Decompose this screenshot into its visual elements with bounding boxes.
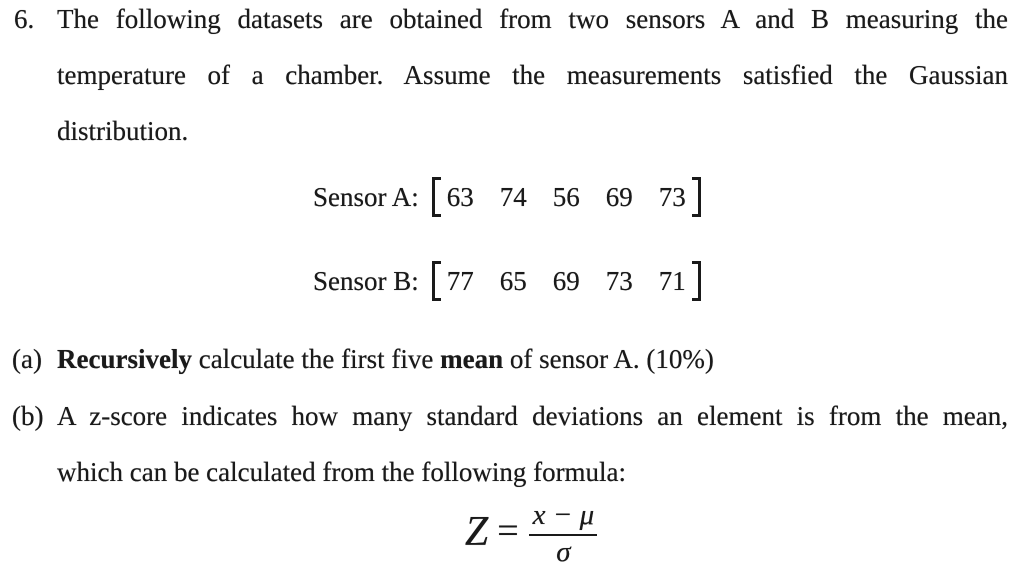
sensor-b-values	[441, 266, 692, 297]
sensor-a-value: 56	[552, 181, 580, 212]
part-a-bold-recursively: Recursively	[57, 344, 192, 374]
part-a-text	[57, 343, 1008, 375]
left-bracket-icon	[432, 261, 441, 301]
fraction-numerator: x − μ	[532, 499, 595, 531]
sensor-b-value: 69	[552, 265, 580, 296]
formula-row	[0, 500, 1024, 569]
z-score-formula	[465, 500, 599, 569]
sensor-a-value: 74	[499, 181, 527, 212]
question-line-3: distribution.	[57, 116, 189, 146]
part-b	[12, 400, 1008, 432]
sensor-b-row	[313, 259, 701, 303]
question-line-1: The following datasets are obtained from two sensors A and B measuring the	[57, 4, 1008, 34]
question-block	[14, 0, 1008, 159]
part-a-segment: calculate the first five	[191, 344, 441, 374]
question-number: 6.	[14, 4, 35, 34]
formula-equals: =	[497, 510, 519, 553]
question-line-2: temperature of a chamber. Assume the measurements satisfied the Gaussian	[57, 60, 1008, 90]
sensor-b-value: 71	[658, 265, 686, 296]
right-bracket-icon	[692, 261, 701, 301]
formula-fraction	[528, 500, 600, 569]
sensor-b-value: 65	[499, 265, 527, 296]
sensor-a-label: Sensor A:	[313, 181, 419, 212]
part-a	[12, 343, 1008, 375]
question-text	[57, 0, 1008, 159]
sensor-b-value: 77	[446, 265, 474, 296]
sensor-a-value: 73	[658, 181, 686, 212]
left-bracket-icon	[432, 177, 441, 217]
part-a-label: (a)	[12, 344, 42, 374]
part-a-segment: of sensor A. (10%)	[503, 344, 714, 374]
part-b-line-2: which can be calculated from the following formula:	[57, 457, 627, 487]
sensor-a-value: 69	[605, 181, 633, 212]
sensor-a-value: 63	[446, 181, 474, 212]
part-b-line-1: A z-score indicates how many standard deviations an element is from the mean,	[57, 401, 1008, 431]
part-b-label: (b)	[12, 401, 44, 431]
sensor-a-values	[441, 182, 692, 213]
sensor-b-value: 73	[605, 265, 633, 296]
part-a-bold-mean: mean	[440, 344, 504, 374]
sensor-a-row	[313, 175, 701, 219]
formula-lhs: Z	[464, 509, 489, 556]
fraction-denominator: σ	[556, 535, 571, 568]
sensor-b-label: Sensor B:	[313, 265, 419, 296]
right-bracket-icon	[692, 177, 701, 217]
